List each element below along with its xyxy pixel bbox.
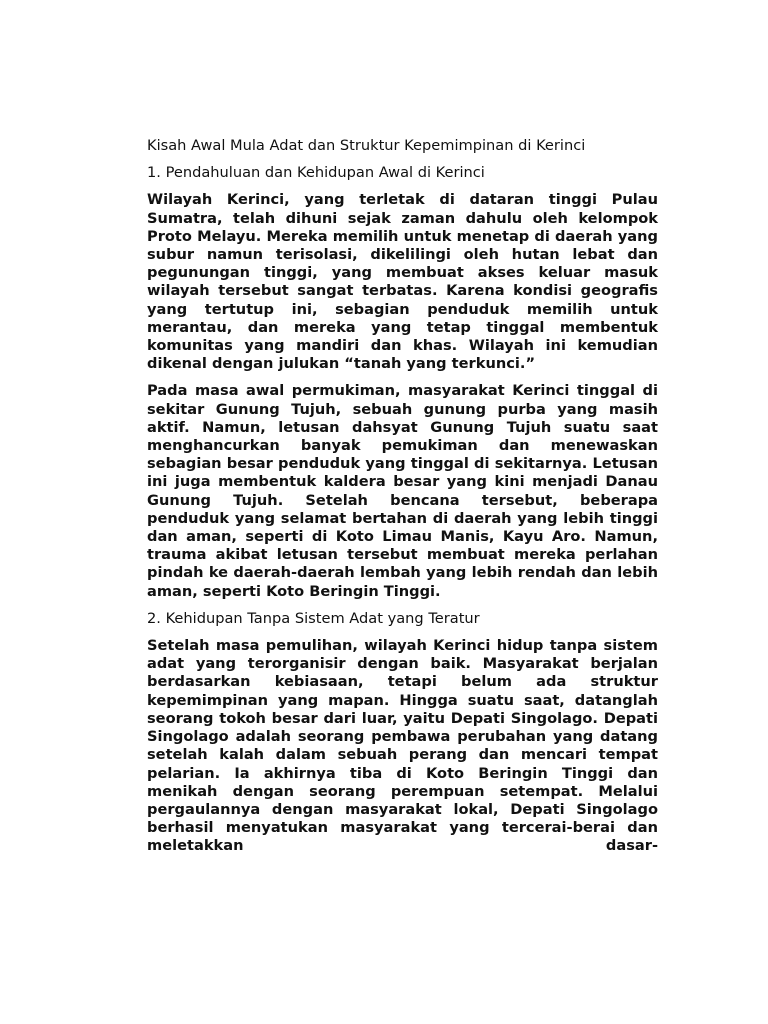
paragraph-2-1: Setelah masa pemulihan, wilayah Kerinci hidup tanpa sistem adat yang terorganisir dengan baik. Masyarakat berjalan berdasarkan kebiasaan, tetapi belum ada struktur kepemimpinan yang mapan. Hingga suatu saat, datanglah seorang tokoh besar dari luar, yaitu Depati Singolago. Depati Singolago adalah seorang pembawa perubahan yang datang setelah kalah dalam sebuah perang dan mencari tempat pelarian. Ia akhirnya tiba di Koto Beringin Tinggi dan menikah dengan seorang perempuan setempat. Melalui pergaulannya dengan masyarakat lokal, Depati Singolago berhasil menyatukan masyarakat yang tercerai-berai dan meletakkan dasar- (147, 637, 658, 855)
section-heading-2: 2. Kehidupan Tanpa Sistem Adat yang Teratur (147, 609, 480, 627)
paragraph-1-1: Wilayah Kerinci, yang terletak di dataran tinggi Pulau Sumatra, telah dihuni sejak zaman dahulu oleh kelompok Proto Melayu. Mereka memilih untuk menetap di daerah yang subur namun terisolasi, dikelilingi oleh hutan lebat dan pegunungan tinggi, yang membuat akses keluar masuk wilayah tersebut sangat terbatas. Karena kondisi geografis yang tertutup ini, sebagian penduduk memilih untuk merantau, dan mereka yang tetap tinggal membentuk komunitas yang mandiri dan khas. Wilayah ini kemudian dikenal dengan julukan “tanah yang terkunci.” (147, 191, 658, 373)
paragraph-1-2: Pada masa awal permukiman, masyarakat Kerinci tinggal di sekitar Gunung Tujuh, sebuah gunung purba yang masih aktif. Namun, letusan dahsyat Gunung Tujuh suatu saat menghancurkan banyak pemukiman dan menewaskan sebagian besar penduduk yang tinggal di sekitarnya. Letusan ini juga membentuk kaldera besar yang kini menjadi Danau Gunung Tujuh. Setelah bencana tersebut, beberapa penduduk yang selamat bertahan di daerah yang lebih tinggi dan aman, seperti di Koto Limau Manis, Kayu Aro. Namun, trauma akibat letusan tersebut membuat mereka perlahan pindah ke daerah-daerah lembah yang lebih rendah dan lebih aman, seperti Koto Beringin Tinggi. (147, 382, 658, 600)
section-heading-1: 1. Pendahuluan dan Kehidupan Awal di Kerinci (147, 164, 485, 182)
document-page (147, 137, 658, 865)
document-title: Kisah Awal Mula Adat dan Struktur Kepemimpinan di Kerinci (147, 137, 586, 154)
